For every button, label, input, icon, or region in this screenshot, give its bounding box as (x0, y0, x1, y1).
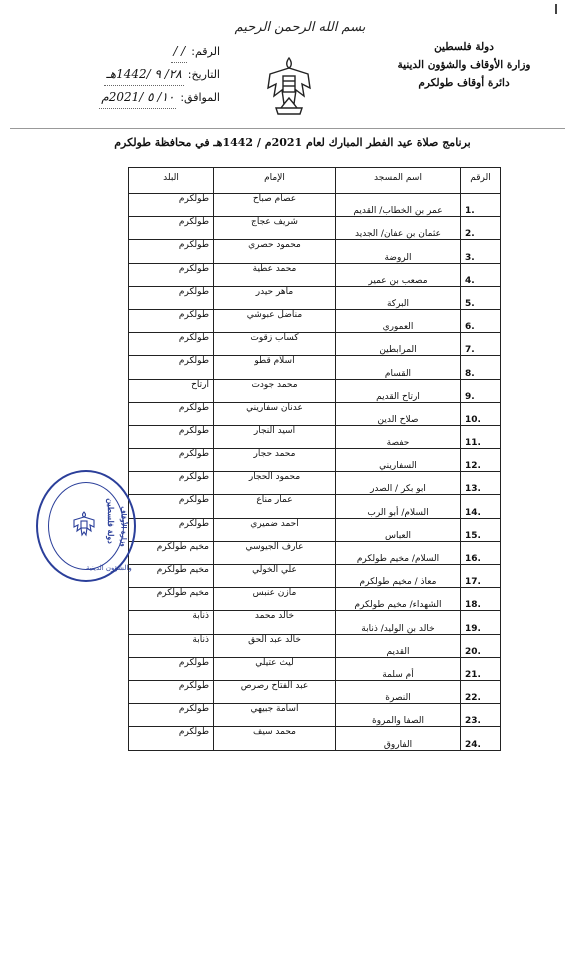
official-seal (36, 470, 136, 582)
mosque-name: معاذ / مخيم طولكرم (336, 565, 461, 588)
row-number: .6 (461, 309, 501, 332)
mosque-name: العموري (336, 309, 461, 332)
mosque-name: صلاح الدين (336, 402, 461, 425)
row-number: .12 (461, 449, 501, 472)
town-name: مخيم طولكرم (129, 541, 214, 564)
imam-name: عدنان سفاريني (214, 402, 336, 425)
town-name: طولكرم (129, 263, 214, 286)
table-row (129, 402, 501, 425)
row-number: .11 (461, 425, 501, 448)
town-name: طولكرم (129, 704, 214, 727)
table-row (129, 472, 501, 495)
seal-text-ministry: وزارة الأوقاف (119, 506, 129, 547)
header-mosque: اسم المسجد (336, 168, 461, 194)
imam-name: محمد حجار (214, 449, 336, 472)
town-name: طولكرم (129, 472, 214, 495)
header-number: الرقم (461, 168, 501, 194)
row-number: .9 (461, 379, 501, 402)
mosque-name: الفاروق (336, 727, 461, 750)
date-value: ٢٨/ ٩ /1442هـ (104, 63, 183, 86)
town-name: طولكرم (129, 356, 214, 379)
table-row (129, 425, 501, 448)
basmala-header: بسم الله الرحمن الرحيم (234, 20, 366, 35)
row-number: .7 (461, 333, 501, 356)
table-row (129, 657, 501, 680)
table-row (129, 588, 501, 611)
header-imam: الإمام (214, 168, 336, 194)
table-row (129, 194, 501, 217)
imam-name: عبد الفتاح رصرص (214, 680, 336, 703)
mosque-name: المرابطين (336, 333, 461, 356)
town-name: مخيم طولكرم (129, 565, 214, 588)
town-name: ذنابة (129, 634, 214, 657)
mosque-name: النصرة (336, 680, 461, 703)
imam-name: عارف الجيوسي (214, 541, 336, 564)
imam-name: مازن عنبس (214, 588, 336, 611)
row-number: .8 (461, 356, 501, 379)
town-name: ذنابة (129, 611, 214, 634)
row-number: .21 (461, 657, 501, 680)
row-number: .22 (461, 680, 501, 703)
meta-number (60, 40, 220, 63)
town-name: ارتاح (129, 379, 214, 402)
town-name: طولكرم (129, 518, 214, 541)
imam-name: أحمد ضميري (214, 518, 336, 541)
corresponding-value: ١٠/ ٥ /2021م (99, 86, 176, 109)
row-number: .10 (461, 402, 501, 425)
mosque-name: مصعب بن عمير (336, 263, 461, 286)
town-name: طولكرم (129, 309, 214, 332)
mosque-name: الروضة (336, 240, 461, 263)
mosque-name: ابو بكر / الصدر (336, 472, 461, 495)
mosque-name: السفاريني (336, 449, 461, 472)
town-name: طولكرم (129, 425, 214, 448)
table-row (129, 611, 501, 634)
mosque-name: عمر بن الخطاب/ القديم (336, 194, 461, 217)
seal-eagle-icon (71, 510, 97, 540)
table-row (129, 449, 501, 472)
table-header-row (129, 168, 501, 194)
imam-name: علي الخولي (214, 565, 336, 588)
mosque-name: السلام/ أبو الرب (336, 495, 461, 518)
mosque-name: خالد بن الوليد/ ذنابة (336, 611, 461, 634)
imam-name: محمود حصري (214, 240, 336, 263)
town-name: طولكرم (129, 657, 214, 680)
row-number: .14 (461, 495, 501, 518)
imam-name: عمار مناع (214, 495, 336, 518)
imam-name: محمد سيف (214, 727, 336, 750)
table-row (129, 356, 501, 379)
row-number: .2 (461, 217, 501, 240)
town-name: طولكرم (129, 727, 214, 750)
imam-name: محمد جودت (214, 379, 336, 402)
table-row (129, 495, 501, 518)
row-number: .17 (461, 565, 501, 588)
table-row (129, 286, 501, 309)
number-value: / / (171, 40, 187, 63)
table-row (129, 333, 501, 356)
row-number: .15 (461, 518, 501, 541)
date-label: التاريخ: (187, 67, 220, 81)
seal-text-religious: والشؤون الدينية (86, 564, 132, 572)
town-name: طولكرم (129, 680, 214, 703)
table-row (129, 541, 501, 564)
org-state: دولة فلسطين (434, 41, 494, 53)
imam-name: مناضل عبوشي (214, 309, 336, 332)
row-number: .1 (461, 194, 501, 217)
number-label: الرقم: (191, 44, 220, 58)
imam-name: عصام صباح (214, 194, 336, 217)
town-name: طولكرم (129, 194, 214, 217)
table-row (129, 217, 501, 240)
page-title: برنامج صلاة عيد الفطر المبارك لعام 2021م / 1442هـ في محافظة طولكرم (114, 136, 471, 149)
table-row (129, 727, 501, 750)
mosque-name: الشهداء/ مخيم طولكرم (336, 588, 461, 611)
imam-name: شريف عجاج (214, 217, 336, 240)
table-row (129, 240, 501, 263)
imam-name: اسيد النجار (214, 425, 336, 448)
mosque-name: البركة (336, 286, 461, 309)
row-number: .23 (461, 704, 501, 727)
meta-date (60, 63, 220, 86)
header-divider (10, 128, 565, 129)
seal-text-state: دولة فلسطين (105, 498, 116, 544)
imam-name: محمد عطية (214, 263, 336, 286)
meta-corresponding (60, 86, 220, 109)
table-row (129, 680, 501, 703)
imam-name: محمود الحجار (214, 472, 336, 495)
org-directorate: دائرة أوقاف طولكرم (418, 77, 510, 89)
org-ministry: وزارة الأوقاف والشؤون الدينية (397, 59, 531, 71)
table-row (129, 518, 501, 541)
table-row (129, 309, 501, 332)
imam-name: ماهر حيدر (214, 286, 336, 309)
row-number: .24 (461, 727, 501, 750)
row-number: .18 (461, 588, 501, 611)
town-name: طولكرم (129, 495, 214, 518)
imam-name: خالد عبد الحق (214, 634, 336, 657)
row-number: .3 (461, 240, 501, 263)
town-name: طولكرم (129, 286, 214, 309)
imam-name: ليث عتيلي (214, 657, 336, 680)
town-name: مخيم طولكرم (129, 588, 214, 611)
table-row (129, 704, 501, 727)
header-town: البلد (129, 168, 214, 194)
row-number: .5 (461, 286, 501, 309)
edge-mark (555, 4, 557, 14)
organization-header (379, 38, 549, 92)
mosque-name: أم سلمة (336, 657, 461, 680)
row-number: .16 (461, 541, 501, 564)
mosque-name: ارتاح القديم (336, 379, 461, 402)
row-number: .20 (461, 634, 501, 657)
imam-name: اسامة جبيهي (214, 704, 336, 727)
row-number: .19 (461, 611, 501, 634)
table-row (129, 565, 501, 588)
corresponding-label: الموافق: (180, 90, 220, 104)
prayer-schedule-table (128, 167, 501, 751)
town-name: طولكرم (129, 449, 214, 472)
table-row (129, 263, 501, 286)
table-body (129, 194, 501, 751)
town-name: طولكرم (129, 217, 214, 240)
mosque-name: السلام/ مخيم طولكرم (336, 541, 461, 564)
eagle-emblem-icon (262, 52, 316, 118)
mosque-name: عثمان بن عفان/ الجديد (336, 217, 461, 240)
imam-name: كساب زقوت (214, 333, 336, 356)
mosque-name: القسام (336, 356, 461, 379)
mosque-name: الصفا والمروة (336, 704, 461, 727)
blank-area (0, 773, 583, 960)
mosque-name: العباس (336, 518, 461, 541)
row-number: .13 (461, 472, 501, 495)
town-name: طولكرم (129, 333, 214, 356)
town-name: طولكرم (129, 240, 214, 263)
mosque-name: حفصة (336, 425, 461, 448)
imam-name: خالد محمد (214, 611, 336, 634)
imam-name: اسلام قطو (214, 356, 336, 379)
row-number: .4 (461, 263, 501, 286)
document-meta (60, 40, 220, 109)
mosque-name: القديم (336, 634, 461, 657)
table-row (129, 634, 501, 657)
town-name: طولكرم (129, 402, 214, 425)
table-row (129, 379, 501, 402)
